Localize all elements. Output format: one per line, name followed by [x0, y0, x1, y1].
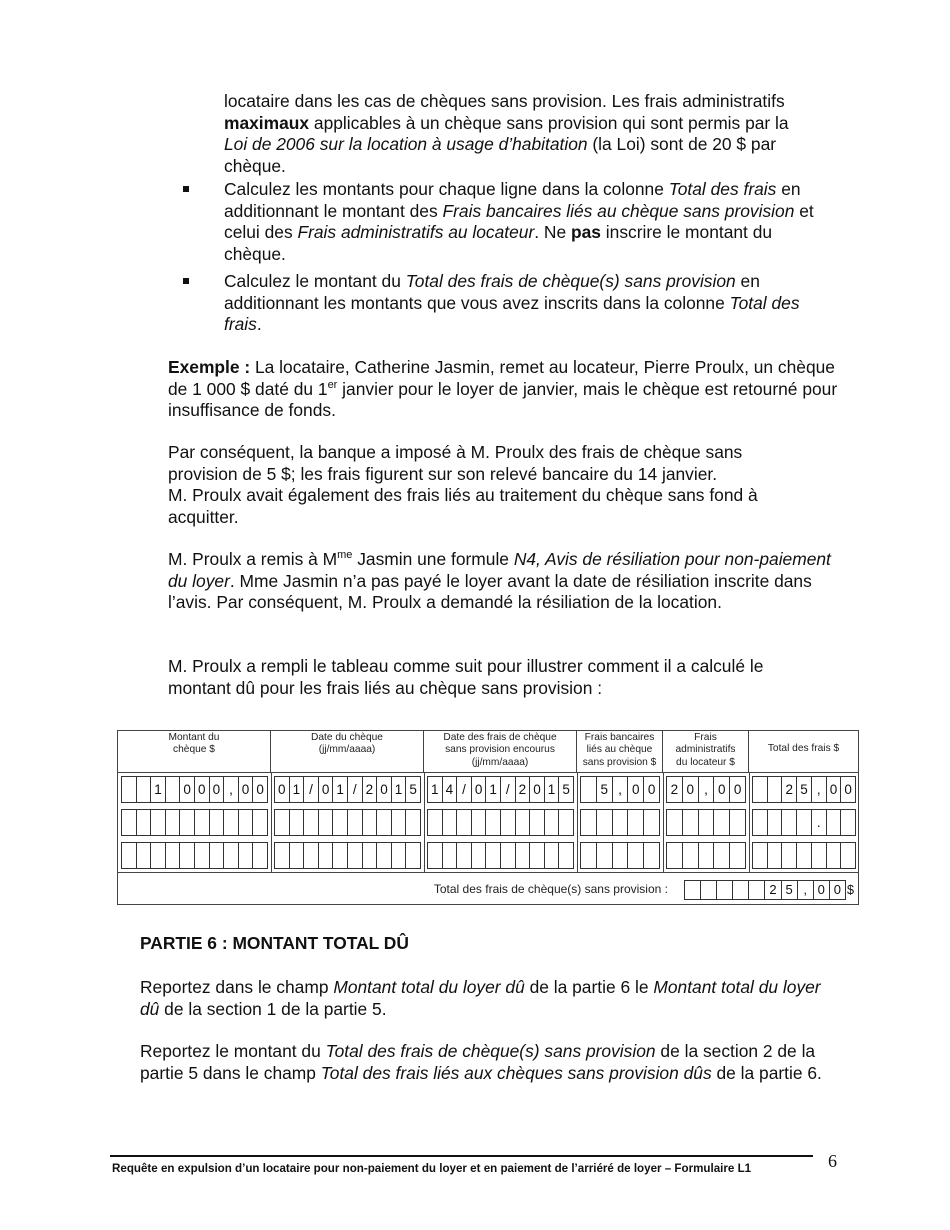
digit-box [753, 777, 768, 802]
digit-box: 0 [844, 782, 852, 797]
digit-box: , [812, 777, 827, 802]
digit-box: / [348, 777, 363, 802]
digit-box: 5 [562, 782, 570, 797]
digit-box: 0 [180, 777, 195, 802]
digit-box [275, 810, 290, 835]
digit-box: 2 [516, 777, 531, 802]
digit-box [122, 777, 137, 802]
digit-box [472, 810, 487, 835]
digit-box [501, 810, 516, 835]
digit-box: 0 [714, 777, 730, 802]
input-date-frais[interactable] [427, 842, 574, 869]
digit-box: 0 [256, 782, 264, 797]
table-row [118, 773, 858, 806]
digit-box [597, 810, 613, 835]
header-date-frais: Date des frais de chèque sans provision encourus (jj/mm/aaaa) [424, 731, 577, 772]
digit-box [782, 810, 797, 835]
digit-box [683, 810, 699, 835]
digit-box: 5 [597, 777, 613, 802]
total-row [118, 872, 858, 906]
digit-box: 2 [667, 777, 683, 802]
input-montant[interactable] [121, 776, 268, 803]
digit-box [644, 843, 659, 868]
currency-symbol: $ [847, 883, 854, 897]
digit-box: 0 [377, 777, 392, 802]
partie6-paragraph-1: Reportez dans le champ Montant total du loyer dû de la partie 6 le Montant total du loyer dû de la section 1 de la partie 5. [140, 977, 821, 1019]
digit-box [827, 843, 842, 868]
digit-box [166, 777, 181, 802]
digit-box [472, 843, 487, 868]
digit-box [348, 843, 363, 868]
digit-box [749, 881, 765, 899]
digit-box [333, 810, 348, 835]
digit-box [501, 843, 516, 868]
digit-box [224, 810, 239, 835]
digit-box [545, 810, 560, 835]
digit-box [613, 843, 629, 868]
digit-box [827, 810, 842, 835]
digit-box [581, 843, 597, 868]
header-total: Total des frais $ [767, 743, 840, 754]
digit-box [753, 843, 768, 868]
digit-box [166, 843, 181, 868]
digit-box [151, 843, 166, 868]
digit-box [392, 843, 407, 868]
digit-box [559, 810, 573, 835]
digit-box [239, 843, 254, 868]
digit-box [443, 843, 458, 868]
digit-box [797, 810, 812, 835]
digit-box: , [798, 881, 814, 899]
bullet-icon [183, 278, 189, 284]
digit-box: , [613, 777, 629, 802]
digit-box [730, 843, 745, 868]
digit-box [457, 810, 472, 835]
digit-box: / [501, 777, 516, 802]
digit-box [699, 843, 715, 868]
digit-box [333, 843, 348, 868]
digit-box [319, 843, 334, 868]
digit-box [253, 843, 267, 868]
digit-box [239, 810, 254, 835]
digit-box [768, 843, 783, 868]
example-paragraph-3: M. Proulx a remis à $M^{me}$ Jasmin une formule N4, Avis de résiliation pour non-paiement du loyer. Mme Jasmin n’a pas payé le loyer avant la date de résiliation inscrite dans l’avis. Par conséquent, M. Proulx a demandé la résiliation de la location. [168, 549, 831, 612]
digit-box [428, 810, 443, 835]
digit-box [486, 810, 501, 835]
digit-box [428, 843, 443, 868]
digit-box [530, 843, 545, 868]
digit-box [137, 810, 152, 835]
digit-box [137, 777, 152, 802]
total-input-boxes[interactable] [684, 880, 846, 900]
digit-box [628, 810, 644, 835]
digit-box [733, 881, 749, 899]
digit-box [683, 843, 699, 868]
input-date-cheque[interactable] [274, 842, 421, 869]
digit-box [667, 810, 683, 835]
digit-box [122, 810, 137, 835]
digit-box: 0 [827, 777, 842, 802]
digit-box [275, 843, 290, 868]
digit-box: 1 [545, 777, 560, 802]
input-date-frais[interactable] [427, 809, 574, 836]
digit-box: / [304, 777, 319, 802]
input-frais-bancaires[interactable] [580, 842, 660, 869]
digit-box [166, 810, 181, 835]
digit-box [714, 810, 730, 835]
digit-box [667, 843, 683, 868]
digit-box: 0 [319, 777, 334, 802]
digit-box: 5 [797, 777, 812, 802]
digit-box [195, 843, 210, 868]
digit-box: 0 [733, 782, 742, 797]
digit-box: 0 [530, 777, 545, 802]
digit-box: 1 [333, 777, 348, 802]
input-frais-bancaires[interactable] [580, 776, 660, 803]
intro-paragraph: locataire dans les cas de chèques sans provision. Les frais administratifs maximaux applicables à un chèque sans provision qui sont permis par la Loi de 2006 sur la location à usage d’habitation (la Loi) sont de 20 $ par chèque. [224, 91, 789, 176]
header-frais-bancaires: Frais bancaires liés au chèque sans provision $ [577, 731, 663, 772]
digit-box: / [457, 777, 472, 802]
digit-box [782, 843, 797, 868]
digit-box: 5 [409, 782, 417, 797]
digit-box: 0 [683, 777, 699, 802]
digit-box [699, 810, 715, 835]
digit-box [714, 843, 730, 868]
bullet-icon [183, 186, 189, 192]
digit-box [545, 843, 560, 868]
header-date-cheque: Date du chèque (jj/mm/aaaa) [271, 731, 424, 772]
digit-box [486, 843, 501, 868]
input-frais-admin[interactable] [666, 809, 746, 836]
digit-box [406, 843, 420, 868]
digit-box: 0 [647, 782, 656, 797]
bullet-item-1: Calculez les montants pour chaque ligne dans la colonne Total des frais en additionnant le montant des Frais bancaires liés au chèque sans provision et celui des Frais administratifs au locateur. Ne pas inscrire le montant du chèque. [224, 179, 814, 264]
digit-box [180, 843, 195, 868]
digit-box [841, 843, 855, 868]
digit-box [348, 810, 363, 835]
digit-box: . [812, 810, 827, 835]
input-frais-admin[interactable] [666, 842, 746, 869]
table-row [118, 806, 858, 839]
digit-box [812, 843, 827, 868]
input-date-frais[interactable] [427, 776, 574, 803]
digit-box: 2 [765, 881, 781, 899]
digit-box [685, 881, 701, 899]
total-label: Total des frais de chèque(s) sans provision : [433, 882, 668, 896]
digit-box [753, 810, 768, 835]
digit-box [701, 881, 717, 899]
example-label: Exemple : [168, 357, 251, 377]
digit-box: 0 [814, 881, 830, 899]
digit-box: 1 [151, 777, 166, 802]
digit-box [768, 810, 783, 835]
digit-box: 1 [290, 777, 305, 802]
page-number: 6 [828, 1151, 837, 1171]
digit-box: 0 [628, 777, 644, 802]
digit-box: 2 [782, 777, 797, 802]
digit-box [392, 810, 407, 835]
digit-box [516, 843, 531, 868]
digit-box [151, 810, 166, 835]
digit-box [304, 843, 319, 868]
input-total[interactable] [752, 776, 856, 803]
digit-box [122, 843, 137, 868]
digit-box [210, 810, 225, 835]
example-paragraph-1: Exemple : La locataire, Catherine Jasmin, remet au locateur, Pierre Proulx, un chèque de 1 000 $ daté du 1er janvier pour le loyer de janvier, mais le chèque est retourné pour insuffisance de fonds. [168, 357, 838, 420]
digit-box [530, 810, 545, 835]
digit-box [180, 810, 195, 835]
digit-box: 1 [392, 777, 407, 802]
digit-box: 0 [275, 777, 290, 802]
digit-box [224, 843, 239, 868]
digit-box: 1 [428, 777, 443, 802]
digit-box: 0 [239, 777, 254, 802]
section-heading: PARTIE 6 : MONTANT TOTAL DÛ [140, 933, 409, 953]
digit-box [559, 843, 573, 868]
input-date-cheque[interactable] [274, 809, 421, 836]
input-montant[interactable] [121, 842, 268, 869]
digit-box: 2 [363, 777, 378, 802]
digit-box [443, 810, 458, 835]
digit-box [137, 843, 152, 868]
digit-box [581, 810, 597, 835]
digit-box [768, 777, 783, 802]
digit-box [457, 843, 472, 868]
footer-title: Requête en expulsion d’un locataire pour non-paiement du loyer et en paiement de l’arriéré de loyer – Formulaire L1 [112, 1162, 752, 1175]
digit-box [377, 843, 392, 868]
digit-box [516, 810, 531, 835]
digit-box: 1 [486, 777, 501, 802]
digit-box: 0 [210, 777, 225, 802]
digit-box [290, 843, 305, 868]
table-row [118, 839, 858, 872]
digit-box [406, 810, 420, 835]
digit-box: , [699, 777, 715, 802]
digit-box [597, 843, 613, 868]
input-montant[interactable] [121, 809, 268, 836]
digit-box: 5 [782, 881, 798, 899]
digit-box [319, 810, 334, 835]
digit-box [797, 843, 812, 868]
digit-box [363, 843, 378, 868]
digit-box: 0 [195, 777, 210, 802]
input-frais-admin[interactable] [666, 776, 746, 803]
digit-box [290, 810, 305, 835]
digit-box [253, 810, 267, 835]
cheque-fees-table [117, 730, 859, 905]
digit-box: 0 [833, 882, 841, 897]
input-total[interactable] [752, 809, 856, 836]
digit-box [613, 810, 629, 835]
digit-box [210, 843, 225, 868]
input-date-cheque[interactable] [274, 776, 421, 803]
input-total[interactable] [752, 842, 856, 869]
bullet-item-2: Calculez le montant du Total des frais de chèque(s) sans provision en additionnant les montants que vous avez inscrits dans la colonne Total des frais. [224, 271, 800, 334]
digit-box [841, 810, 855, 835]
digit-box [377, 810, 392, 835]
partie6-paragraph-2: Reportez le montant du Total des frais de chèque(s) sans provision de la section 2 de la partie 5 dans le champ Total des frais liés aux chèques sans provision dûs de la partie 6. [140, 1041, 822, 1083]
digit-box [717, 881, 733, 899]
digit-box: 0 [472, 777, 487, 802]
digit-box: , [224, 777, 239, 802]
input-frais-bancaires[interactable] [580, 809, 660, 836]
header-frais-admin: Frais administratifs du locateur $ [663, 731, 749, 772]
digit-box [581, 777, 597, 802]
digit-box [644, 810, 659, 835]
digit-box [628, 843, 644, 868]
digit-box [363, 810, 378, 835]
digit-box [304, 810, 319, 835]
example-paragraph-4: M. Proulx a rempli le tableau comme suit pour illustrer comment il a calculé le montant dû pour les frais liés au chèque sans provision : [168, 656, 764, 698]
header-montant: Montant du chèque $ [118, 731, 271, 772]
digit-box: 4 [443, 777, 458, 802]
footer-divider [110, 1155, 813, 1157]
digit-box [195, 810, 210, 835]
example-paragraph-2: Par conséquent, la banque a imposé à M. Proulx des frais de chèque sans provision de 5 $; les frais figurent sur son relevé bancaire du 14 janvier. M. Proulx avait également des frais liés au traitement du chèque sans fond à acquitter. [168, 442, 758, 527]
bold-maximaux: maximaux [224, 112, 310, 133]
digit-box [730, 810, 745, 835]
